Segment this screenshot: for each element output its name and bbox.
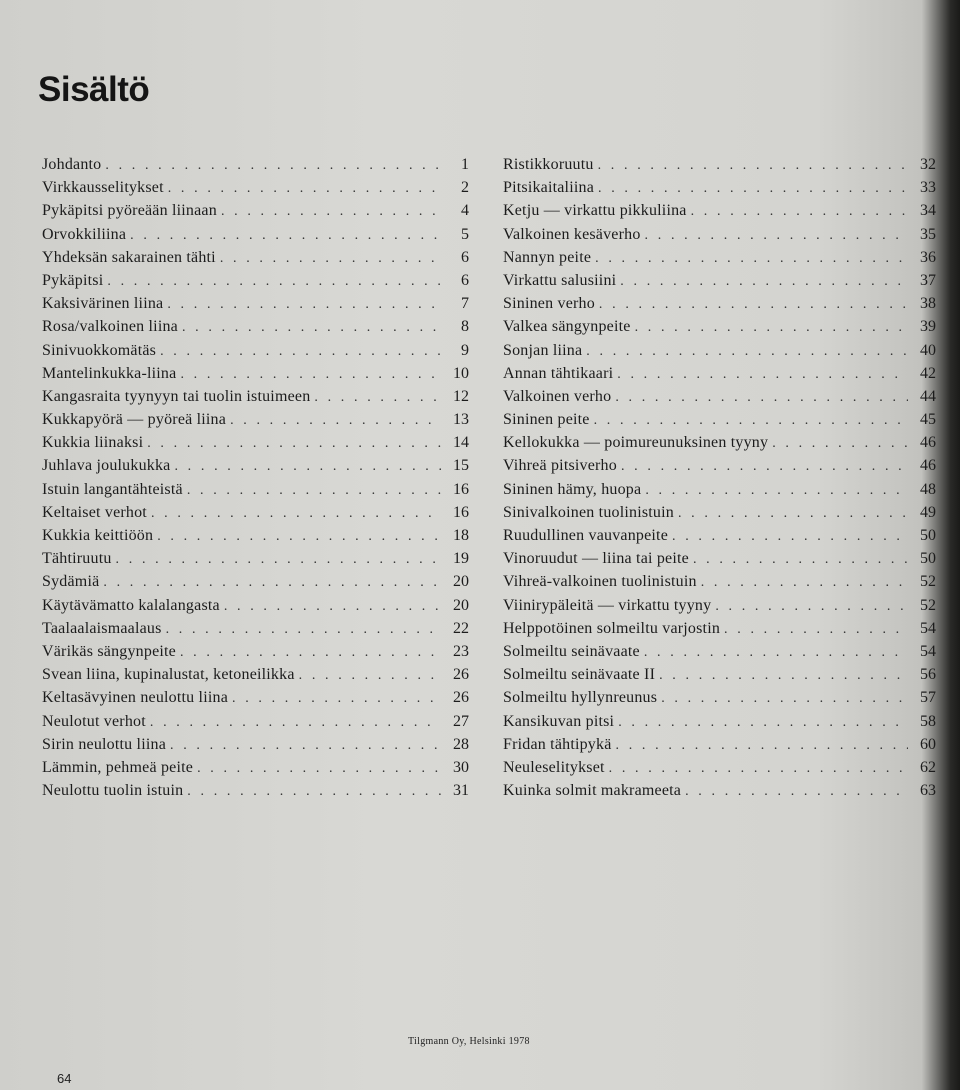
toc-entry-title: Fridan tähtipykä [503,735,612,753]
toc-entry [42,457,469,480]
toc-entry-page: 20 [453,573,469,591]
page-title: Sisältö [38,70,150,109]
toc-entry-page: 50 [920,550,936,568]
toc-entry-page: 58 [920,712,936,730]
toc-left-column [42,156,469,805]
toc-entry-title: Yhdeksän sakarainen tähti [42,248,216,266]
toc-entry [42,156,469,179]
toc-entry-title: Valkea sängynpeite [503,318,631,336]
toc-entry [42,713,469,736]
toc-entry-page: 15 [453,457,469,475]
toc-entry-page: 33 [920,179,936,197]
toc-entry-page: 4 [461,202,469,220]
toc-entry [503,388,936,411]
dot-leader [314,390,441,406]
dot-leader [616,738,908,754]
toc-entry-page: 30 [453,758,469,776]
dot-leader [182,320,441,336]
dot-leader [103,575,441,591]
dot-leader [661,691,908,707]
toc-entry-title: Kangasraita tyynyyn tai tuolin istuimeen [42,387,311,405]
toc-entry-page: 48 [920,480,936,498]
dot-leader [197,761,441,777]
toc-entry-page: 46 [920,457,936,475]
toc-entry [42,759,469,782]
toc-entry [42,342,469,365]
dot-leader [772,436,908,452]
toc-entry [42,550,469,573]
toc-entry-title: Helppotöinen solmeiltu varjostin [503,619,721,637]
toc-entry-title: Kellokukka — poimureunuksinen tyyny [503,434,769,452]
toc-entry [42,226,469,249]
toc-entry [503,179,936,202]
dot-leader [187,483,441,499]
toc-entry-page: 52 [920,596,936,614]
dot-leader [594,413,908,429]
dot-leader [168,181,441,197]
toc-entry-page: 54 [920,619,936,637]
toc-entry-title: Sinivuokkomätäs [42,341,157,359]
toc-entry-page: 18 [453,527,469,544]
toc-entry-title: Sininen verho [503,295,595,313]
dot-leader [299,668,441,684]
dot-leader [609,761,908,777]
toc-entry-title: Svean liina, kupinalustat, ketoneilikka [42,666,295,684]
dot-leader [147,436,441,452]
toc-entry-page: 34 [920,202,936,220]
toc-entry-title: Sydämiä [42,573,100,591]
toc-entry-title: Vinoruudut — liina tai peite [503,550,689,568]
toc-entry-title: Kukkapyörä — pyöreä liina [42,411,227,429]
dot-leader [672,529,908,545]
dot-leader [224,599,441,615]
toc-entry [42,689,469,712]
toc-entry-title: Solmeiltu seinävaate [503,642,640,660]
toc-entry-page: 37 [920,271,936,289]
toc-entry [503,342,936,365]
toc-entry-title: Solmeiltu seinävaate II [503,666,656,684]
toc-entry-page: 35 [920,225,936,243]
toc-entry [42,597,469,620]
toc-entry-page: 56 [920,666,936,684]
dot-leader [618,715,908,731]
toc-entry-page: 6 [461,248,469,266]
toc-entry [42,388,469,411]
toc-entry-title: Neulotut verhot [42,712,146,730]
dot-leader [130,228,441,244]
toc-entry-title: Sonjan liina [503,341,583,359]
dot-leader [151,506,441,522]
toc-right-column [503,156,936,805]
toc-entry-title: Virkattu salusiini [503,271,617,289]
toc-entry [503,318,936,341]
toc-entry-title: Annan tähtikaari [503,364,614,382]
toc-entry-title: Kukkia keittiöön [42,527,154,544]
toc-entry-title: Juhlava joulukukka [42,457,171,475]
toc-entry [503,620,936,643]
toc-entry [42,620,469,643]
toc-entry-page: 28 [453,735,469,753]
toc-entry-page: 36 [920,248,936,266]
toc-entry-title: Mantelinkukka-liina [42,364,177,382]
toc-entry-title: Sininen peite [503,411,590,429]
toc-entry [503,434,936,457]
dot-leader [230,413,441,429]
toc-entry [42,643,469,666]
dot-leader [645,228,908,244]
dot-leader [105,158,441,174]
dot-leader [617,367,908,383]
toc-entry-page: 5 [461,225,469,243]
toc-entry-page: 42 [920,364,936,382]
dot-leader [157,529,441,545]
toc-entry-title: Kuinka solmit makrameeta [503,782,682,800]
toc-entry-page: 19 [453,550,469,568]
toc-entry-title: Orvokkiliina [42,225,127,243]
toc-entry-title: Nannyn peite [503,248,592,266]
toc-entry-title: Kaksivärinen liina [42,295,164,313]
toc-entry [503,411,936,434]
toc-entry-title: Sinivalkoinen tuolinistuin [503,503,674,521]
toc-entry [503,365,936,388]
toc-entry-page: 1 [461,156,469,173]
toc-entry [503,759,936,782]
toc-entry-page: 63 [920,782,936,800]
toc-entry [503,782,936,805]
toc-entry [42,782,469,805]
dot-leader [620,274,908,290]
toc-entry-page: 50 [920,527,936,544]
toc-entry [503,295,936,318]
toc-entry-page: 16 [453,480,469,498]
toc-entry-page: 62 [920,758,936,776]
dot-leader [174,459,441,475]
toc-entry-title: Kansikuvan pitsi [503,712,615,730]
toc-entry-title: Keltasävyinen neulottu liina [42,689,228,707]
toc-entry [42,249,469,272]
toc-entry-title: Sirin neulottu liina [42,735,166,753]
toc-entry-title: Rosa/valkoinen liina [42,318,178,336]
toc-entry [42,434,469,457]
toc-entry-title: Neulottu tuolin istuin [42,782,184,800]
toc-entry-title: Lämmin, pehmeä peite [42,758,194,776]
toc-entry-title: Valkoinen kesäverho [503,225,641,243]
dot-leader [187,784,441,800]
toc-entry-title: Virkkausselitykset [42,179,164,197]
toc-entry-page: 7 [461,295,469,313]
toc-entry-page: 54 [920,642,936,660]
toc-entry-page: 39 [920,318,936,336]
toc-entry [42,527,469,550]
toc-entry [503,643,936,666]
dot-leader [701,575,908,591]
toc-entry [42,573,469,596]
toc-entry-page: 49 [920,503,936,521]
toc-entry-page: 9 [461,341,469,359]
dot-leader [691,204,908,220]
dot-leader [621,459,908,475]
toc-entry [503,573,936,596]
toc-entry-title: Vihreä-valkoinen tuolinistuin [503,573,697,591]
publisher-imprint: Tilgmann Oy, Helsinki 1978 [408,1036,530,1047]
toc-entry [503,689,936,712]
dot-leader [678,506,908,522]
toc-entry-title: Pykäpitsi [42,271,104,289]
toc-entry-title: Taalaalaismaalaus [42,619,162,637]
toc-entry-page: 8 [461,318,469,336]
toc-entry-page: 27 [453,712,469,730]
toc-entry-title: Ruudullinen vauvanpeite [503,527,669,544]
toc-entry-page: 31 [453,782,469,800]
toc-entry-title: Johdanto [42,156,102,173]
toc-entry-title: Kukkia liinaksi [42,434,144,452]
toc-entry-page: 60 [920,735,936,753]
dot-leader [598,181,908,197]
dot-leader [599,297,908,313]
toc-entry [42,272,469,295]
toc-entry [503,713,936,736]
dot-leader [167,297,441,313]
toc-entry [42,318,469,341]
toc-entry-page: 32 [920,156,936,173]
toc-entry [42,179,469,202]
dot-leader [595,251,908,267]
toc-entry [503,527,936,550]
toc-entry [503,736,936,759]
toc-entry-title: Vihreä pitsiverho [503,457,617,475]
toc-entry-page: 14 [453,434,469,452]
toc-entry-page: 20 [453,596,469,614]
toc-entry-title: Neuleselitykset [503,758,605,776]
toc-entry [42,202,469,225]
toc-entry-page: 13 [453,411,469,429]
dot-leader [615,390,908,406]
toc-entry-page: 6 [461,271,469,289]
toc-entry-page: 2 [461,179,469,197]
toc-entry [503,666,936,689]
dot-leader [160,344,441,360]
toc-entry [503,504,936,527]
toc-entry-title: Ketju — virkattu pikkuliina [503,202,687,220]
dot-leader [693,552,908,568]
dot-leader [598,158,908,174]
dot-leader [685,784,908,800]
toc-entry-page: 22 [453,619,469,637]
toc-entry-title: Pykäpitsi pyöreään liinaan [42,202,217,220]
toc-entry [42,481,469,504]
toc-entry [503,272,936,295]
toc-entry-page: 26 [453,666,469,684]
toc-entry-page: 57 [920,689,936,707]
toc-entry-title: Viinirypäleitä — virkattu tyyny [503,596,712,614]
toc-entry-title: Keltaiset verhot [42,503,147,521]
dot-leader [180,645,441,661]
toc-entry-page: 16 [453,503,469,521]
toc-entry-title: Istuin langantähteistä [42,480,183,498]
dot-leader [180,367,441,383]
toc-entry-page: 45 [920,411,936,429]
dot-leader [170,738,441,754]
toc-entry [503,226,936,249]
toc-entry-title: Käytävämatto kalalangasta [42,596,220,614]
toc-entry [42,666,469,689]
dot-leader [645,483,908,499]
dot-leader [166,622,441,638]
toc-entry [42,736,469,759]
toc-entry-page: 12 [453,387,469,405]
toc-entry [42,365,469,388]
toc-entry [42,295,469,318]
toc-entry-title: Tähtiruutu [42,550,112,568]
toc-entry [503,457,936,480]
toc-entry [42,504,469,527]
dot-leader [715,599,908,615]
toc-entry-page: 10 [453,364,469,382]
dot-leader [232,691,441,707]
toc-entry-page: 46 [920,434,936,452]
dot-leader [586,344,908,360]
dot-leader [659,668,908,684]
toc-entry-page: 38 [920,295,936,313]
toc-entry-page: 26 [453,689,469,707]
dot-leader [635,320,908,336]
page-number: 64 [57,1071,72,1086]
dot-leader [116,552,441,568]
toc-entry-page: 23 [453,642,469,660]
toc-entry-title: Solmeiltu hyllynreunus [503,689,658,707]
toc-entry [503,550,936,573]
toc-entry-title: Värikäs sängynpeite [42,642,176,660]
dot-leader [220,251,441,267]
toc-entry-page: 40 [920,341,936,359]
toc-entry [503,202,936,225]
toc-entry [503,481,936,504]
toc-entry [503,156,936,179]
toc-entry-page: 52 [920,573,936,591]
toc-entry [503,249,936,272]
dot-leader [150,715,441,731]
toc-entry-title: Pitsikaitaliina [503,179,594,197]
toc-entry-title: Ristikkoruutu [503,156,594,173]
toc-entry-title: Valkoinen verho [503,387,612,405]
dot-leader [724,622,908,638]
dot-leader [644,645,908,661]
dot-leader [107,274,441,290]
toc-entry-page: 44 [920,387,936,405]
toc-entry [42,411,469,434]
dot-leader [221,204,441,220]
toc-entry [503,597,936,620]
toc-entry-title: Sininen hämy, huopa [503,480,642,498]
